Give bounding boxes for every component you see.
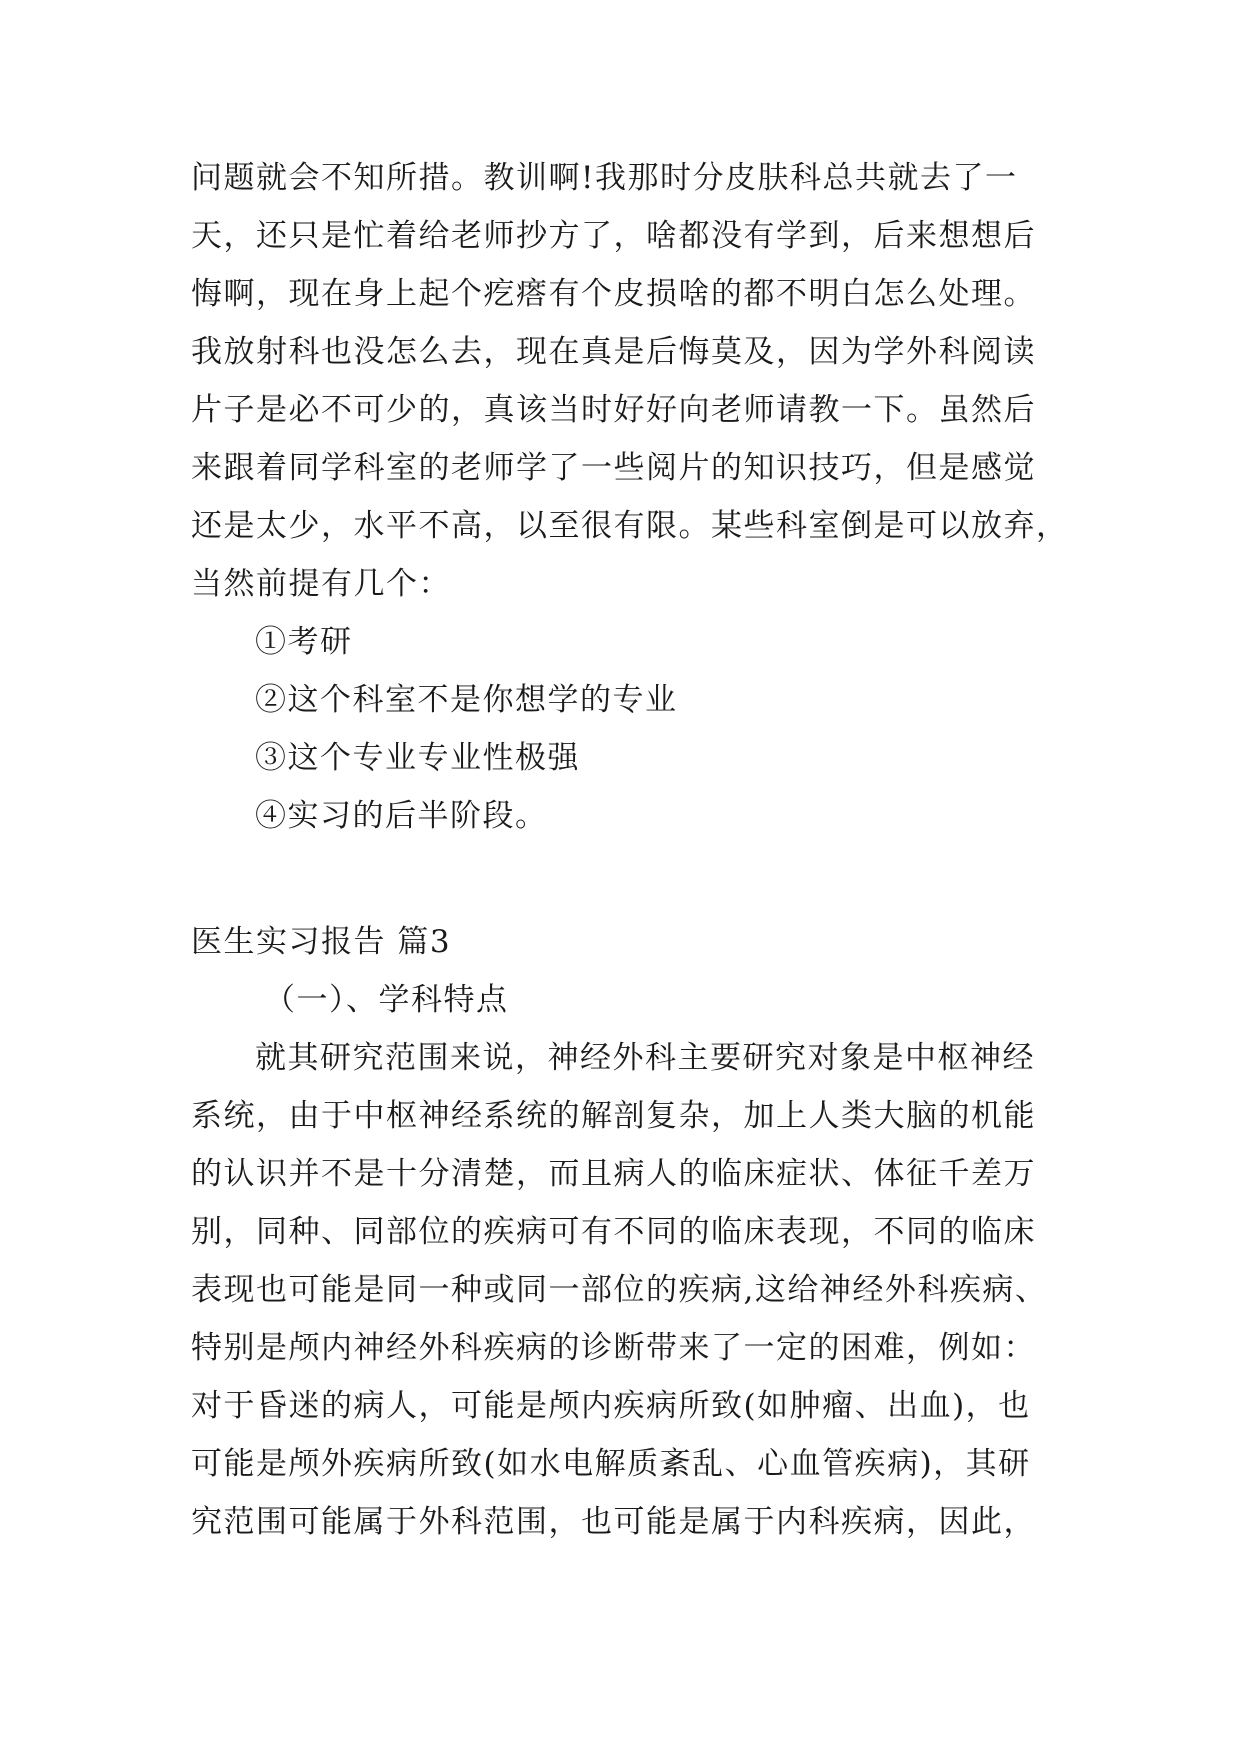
section-subheading: （一）、学科特点 bbox=[264, 982, 509, 1018]
paragraph-line: 别，同种、同部位的疾病可有不同的临床表现，不同的临床 bbox=[191, 1214, 1036, 1250]
paragraph-line: 我放射科也没怎么去，现在真是后悔莫及，因为学外科阅读 bbox=[191, 334, 1036, 370]
paragraph-line: 悔啊，现在身上起个疙瘩有个皮损啥的都不明白怎么处理。 bbox=[191, 276, 1036, 312]
list-item: ②这个科室不是你想学的专业 bbox=[255, 682, 678, 718]
paragraph-line: 片子是必不可少的，真该当时好好向老师请教一下。虽然后 bbox=[191, 392, 1036, 428]
paragraph-line: 天，还只是忙着给老师抄方了，啥都没有学到，后来想想后 bbox=[191, 218, 1036, 254]
paragraph-line: 系统，由于中枢神经系统的解剖复杂，加上人类大脑的机能 bbox=[191, 1098, 1036, 1134]
paragraph-line: 究范围可能属于外科范围，也可能是属于内科疾病，因此， bbox=[191, 1504, 1036, 1540]
list-item: ④实习的后半阶段。 bbox=[255, 798, 548, 834]
list-item: ①考研 bbox=[255, 624, 353, 660]
paragraph-line: 可能是颅外疾病所致(如水电解质紊乱、心血管疾病)，其研 bbox=[191, 1446, 1031, 1482]
paragraph-line: 特别是颅内神经外科疾病的诊断带来了一定的困难，例如： bbox=[191, 1330, 1036, 1366]
paragraph-line: 还是太少，水平不高，以至很有限。某些科室倒是可以放弃， bbox=[191, 508, 1069, 544]
paragraph-line: 表现也可能是同一种或同一部位的疾病,这给神经外科疾病、 bbox=[191, 1272, 1048, 1308]
list-item: ③这个专业专业性极强 bbox=[255, 740, 580, 776]
paragraph-line: 当然前提有几个： bbox=[191, 566, 451, 602]
paragraph-line: 问题就会不知所措。教训啊!我那时分皮肤科总共就去了一 bbox=[191, 160, 1018, 196]
paragraph-line: 的认识并不是十分清楚，而且病人的临床症状、体征千差万 bbox=[191, 1156, 1036, 1192]
paragraph-line: 就其研究范围来说，神经外科主要研究对象是中枢神经 bbox=[255, 1040, 1035, 1076]
section-title: 医生实习报告 篇3 bbox=[191, 924, 452, 960]
paragraph-line: 对于昏迷的病人，可能是颅内疾病所致(如肿瘤、出血)，也 bbox=[191, 1388, 1031, 1424]
paragraph-line: 来跟着同学科室的老师学了一些阅片的知识技巧，但是感觉 bbox=[191, 450, 1036, 486]
